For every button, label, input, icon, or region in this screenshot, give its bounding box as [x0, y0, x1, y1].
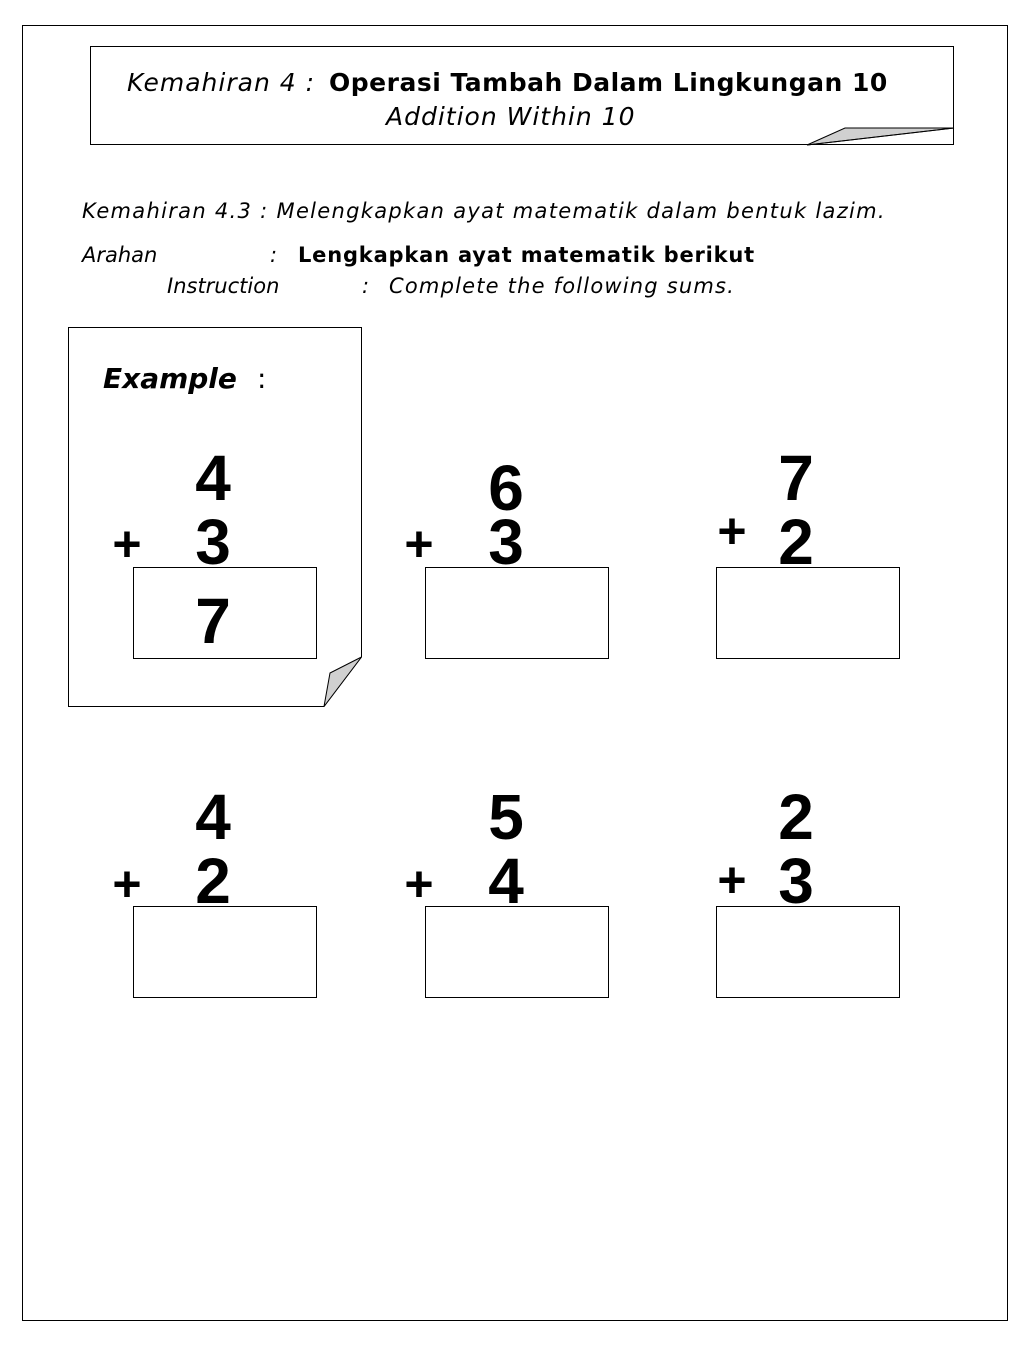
problem-4-top-digit: 4: [195, 781, 231, 853]
problem-1-answer: 7: [195, 585, 231, 657]
problem-4-answer-box[interactable]: [133, 906, 317, 998]
problem-6-answer-box[interactable]: [716, 906, 900, 998]
page-subtitle: Addition Within 10: [386, 102, 636, 131]
skill-description: Kemahiran 4.3 : Melengkapkan ayat matematik dalam bentuk lazim.: [82, 199, 886, 223]
problem-1-bottom-digit: 3: [195, 506, 231, 578]
page-curl-icon: [805, 126, 956, 147]
problem-1-top-digit: 4: [195, 442, 231, 514]
problem-3-answer-box[interactable]: [716, 567, 900, 659]
problem-6-plus-sign: +: [717, 852, 747, 908]
arahan-label: Arahan: [82, 243, 158, 267]
skill-number-label: Kemahiran 4 :: [127, 68, 316, 97]
instruction-colon: :: [362, 274, 370, 298]
problem-5-plus-sign: +: [404, 856, 434, 912]
problem-4-bottom-digit: 2: [195, 845, 231, 917]
problem-1-plus-sign: +: [112, 516, 142, 572]
problem-3-bottom-digit: 2: [778, 506, 814, 578]
problem-2-bottom-digit: 3: [488, 506, 524, 578]
problem-5-bottom-digit: 4: [488, 845, 524, 917]
problem-5-answer-box[interactable]: [425, 906, 609, 998]
problem-2-top-digit: 6: [488, 452, 524, 524]
problem-2-plus-sign: +: [404, 516, 434, 572]
instruction-text: Complete the following sums.: [389, 274, 736, 298]
problem-5-top-digit: 5: [488, 781, 524, 853]
arahan-text: Lengkapkan ayat matematik berikut: [298, 243, 755, 267]
problem-3-top-digit: 7: [778, 442, 814, 514]
problem-4-plus-sign: +: [112, 856, 142, 912]
example-label: Example: [103, 362, 237, 395]
instruction-label: Instruction: [167, 274, 280, 298]
problem-2-answer-box[interactable]: [425, 567, 609, 659]
example-colon: :: [257, 362, 267, 395]
page-title: Operasi Tambah Dalam Lingkungan 10: [329, 68, 888, 97]
arahan-colon: :: [270, 243, 278, 267]
problem-3-plus-sign: +: [717, 503, 747, 559]
problem-6-bottom-digit: 3: [778, 845, 814, 917]
problem-6-top-digit: 2: [778, 781, 814, 853]
title-line-malay: [127, 68, 888, 97]
